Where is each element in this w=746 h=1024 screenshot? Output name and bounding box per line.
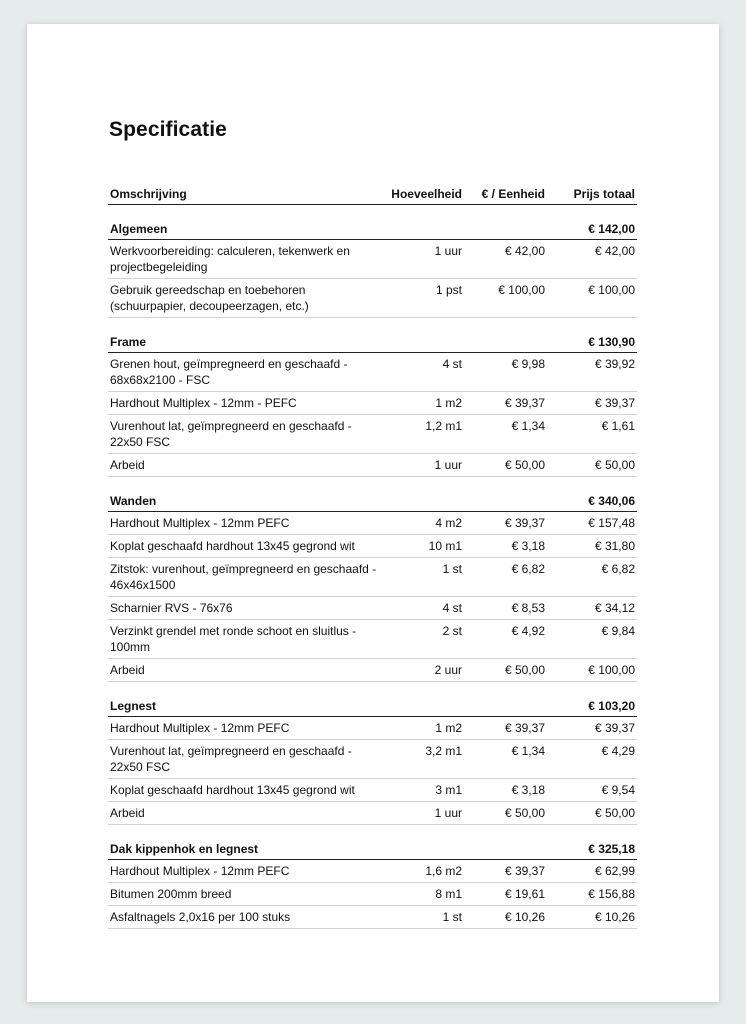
column-header-quantity: Hoeveelheid (383, 182, 464, 205)
section-header-row (108, 217, 637, 240)
item-description: Arbeid (108, 802, 383, 825)
item-quantity: 10 m1 (383, 535, 464, 558)
item-quantity: 1 m2 (383, 392, 464, 415)
item-description: Asfaltnagels 2,0x16 per 100 stuks (108, 906, 383, 929)
table-row (108, 779, 637, 802)
item-unit-price: € 100,00 (464, 279, 547, 318)
item-unit-price: € 1,34 (464, 740, 547, 779)
item-quantity: 1 uur (383, 802, 464, 825)
item-unit-price: € 3,18 (464, 779, 547, 802)
table-row (108, 415, 637, 454)
item-total: € 34,12 (547, 597, 637, 620)
section-header-row (108, 489, 637, 512)
section-total: € 103,20 (547, 694, 637, 717)
item-quantity: 4 st (383, 597, 464, 620)
item-quantity: 4 st (383, 353, 464, 392)
column-header-total-price: Prijs totaal (547, 182, 637, 205)
item-total: € 50,00 (547, 802, 637, 825)
item-total: € 39,92 (547, 353, 637, 392)
table-row (108, 802, 637, 825)
section-name: Legnest (108, 694, 547, 717)
spacer-cell (108, 477, 637, 490)
item-total: € 31,80 (547, 535, 637, 558)
item-quantity: 1 st (383, 906, 464, 929)
section-header-row (108, 694, 637, 717)
item-unit-price: € 42,00 (464, 240, 547, 279)
table-row (108, 620, 637, 659)
section-name: Wanden (108, 489, 547, 512)
item-description: Hardhout Multiplex - 12mm - PEFC (108, 392, 383, 415)
item-unit-price: € 8,53 (464, 597, 547, 620)
table-row (108, 454, 637, 477)
item-quantity: 2 uur (383, 659, 464, 682)
section-name: Algemeen (108, 217, 547, 240)
section-total: € 142,00 (547, 217, 637, 240)
section-total: € 325,18 (547, 837, 637, 860)
item-description: Bitumen 200mm breed (108, 883, 383, 906)
column-header-description: Omschrijving (108, 182, 383, 205)
item-description: Koplat geschaafd hardhout 13x45 gegrond wit (108, 535, 383, 558)
section-total: € 130,90 (547, 330, 637, 353)
item-description: Gebruik gereedschap en toebehoren (schuurpapier, decoupeerzagen, etc.) (108, 279, 383, 318)
table-row (108, 740, 637, 779)
table-row (108, 717, 637, 740)
column-header-unit-price: € / Eenheid (464, 182, 547, 205)
item-description: Koplat geschaafd hardhout 13x45 gegrond wit (108, 779, 383, 802)
item-unit-price: € 39,37 (464, 860, 547, 883)
item-unit-price: € 4,92 (464, 620, 547, 659)
section-header-row (108, 837, 637, 860)
item-description: Hardhout Multiplex - 12mm PEFC (108, 717, 383, 740)
item-unit-price: € 1,34 (464, 415, 547, 454)
item-total: € 9,84 (547, 620, 637, 659)
item-quantity: 1 pst (383, 279, 464, 318)
item-total: € 157,48 (547, 512, 637, 535)
item-description: Verzinkt grendel met ronde schoot en sluitlus - 100mm (108, 620, 383, 659)
item-unit-price: € 39,37 (464, 392, 547, 415)
table-row (108, 392, 637, 415)
item-total: € 156,88 (547, 883, 637, 906)
item-unit-price: € 6,82 (464, 558, 547, 597)
item-total: € 39,37 (547, 717, 637, 740)
item-total: € 50,00 (547, 454, 637, 477)
item-quantity: 1 uur (383, 240, 464, 279)
section-spacer (108, 205, 637, 218)
item-total: € 39,37 (547, 392, 637, 415)
item-description: Hardhout Multiplex - 12mm PEFC (108, 512, 383, 535)
item-unit-price: € 39,37 (464, 512, 547, 535)
table-row (108, 860, 637, 883)
item-description: Werkvoorbereiding: calculeren, tekenwerk en projectbegeleiding (108, 240, 383, 279)
item-quantity: 1 uur (383, 454, 464, 477)
item-unit-price: € 10,26 (464, 906, 547, 929)
table-body (108, 205, 637, 929)
page-title: Specificatie (109, 118, 227, 141)
table-header-row (108, 182, 637, 205)
item-total: € 1,61 (547, 415, 637, 454)
specification-table (108, 182, 637, 929)
item-quantity: 3 m1 (383, 779, 464, 802)
table-row (108, 558, 637, 597)
item-unit-price: € 50,00 (464, 802, 547, 825)
spacer-cell (108, 682, 637, 695)
item-description: Vurenhout lat, geïmpregneerd en geschaafd - 22x50 FSC (108, 740, 383, 779)
table-row (108, 597, 637, 620)
item-description: Hardhout Multiplex - 12mm PEFC (108, 860, 383, 883)
spacer-cell (108, 205, 637, 218)
item-quantity: 1 st (383, 558, 464, 597)
spacer-cell (108, 825, 637, 838)
item-quantity: 3,2 m1 (383, 740, 464, 779)
section-name: Dak kippenhok en legnest (108, 837, 547, 860)
item-total: € 4,29 (547, 740, 637, 779)
spacer-cell (108, 318, 637, 331)
section-spacer (108, 682, 637, 695)
table-row (108, 883, 637, 906)
table-row (108, 906, 637, 929)
item-total: € 62,99 (547, 860, 637, 883)
item-unit-price: € 19,61 (464, 883, 547, 906)
table-row (108, 535, 637, 558)
item-quantity: 2 st (383, 620, 464, 659)
item-unit-price: € 3,18 (464, 535, 547, 558)
item-quantity: 8 m1 (383, 883, 464, 906)
section-header-row (108, 330, 637, 353)
section-spacer (108, 825, 637, 838)
section-spacer (108, 477, 637, 490)
item-total: € 10,26 (547, 906, 637, 929)
section-total: € 340,06 (547, 489, 637, 512)
item-total: € 42,00 (547, 240, 637, 279)
item-description: Zitstok: vurenhout, geïmpregneerd en geschaafd - 46x46x1500 (108, 558, 383, 597)
table-row (108, 659, 637, 682)
item-total: € 100,00 (547, 279, 637, 318)
table-row (108, 512, 637, 535)
item-unit-price: € 9,98 (464, 353, 547, 392)
item-quantity: 4 m2 (383, 512, 464, 535)
table-row (108, 353, 637, 392)
section-name: Frame (108, 330, 547, 353)
item-total: € 100,00 (547, 659, 637, 682)
item-unit-price: € 39,37 (464, 717, 547, 740)
item-description: Arbeid (108, 659, 383, 682)
item-description: Grenen hout, geïmpregneerd en geschaafd - 68x68x2100 - FSC (108, 353, 383, 392)
table-row (108, 240, 637, 279)
item-description: Vurenhout lat, geïmpregneerd en geschaafd - 22x50 FSC (108, 415, 383, 454)
item-unit-price: € 50,00 (464, 659, 547, 682)
item-description: Arbeid (108, 454, 383, 477)
document-page (27, 24, 719, 1002)
item-quantity: 1 m2 (383, 717, 464, 740)
item-total: € 9,54 (547, 779, 637, 802)
item-quantity: 1,6 m2 (383, 860, 464, 883)
item-total: € 6,82 (547, 558, 637, 597)
item-unit-price: € 50,00 (464, 454, 547, 477)
item-description: Scharnier RVS - 76x76 (108, 597, 383, 620)
table-row (108, 279, 637, 318)
item-quantity: 1,2 m1 (383, 415, 464, 454)
section-spacer (108, 318, 637, 331)
